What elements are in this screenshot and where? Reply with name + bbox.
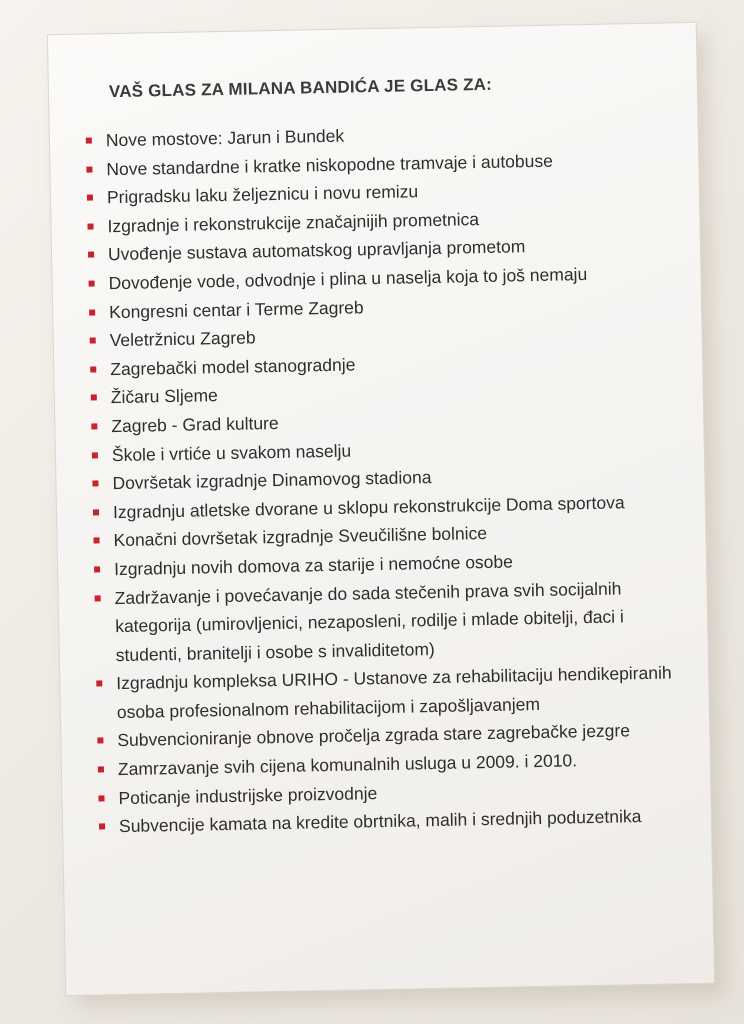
list-item-text: Uvođenje sustava automatskog upravljanja prometom (107, 236, 526, 265)
list-item-text: Subvencioniranje obnove pročelja zgrada stare zagrebačke jezgre (117, 720, 631, 751)
square-bullet-icon (89, 309, 95, 315)
square-bullet-icon (98, 766, 104, 772)
list-item-text: Nove mostove: Jarun i Bundek (105, 125, 345, 151)
square-bullet-icon (87, 223, 93, 229)
square-bullet-icon (98, 795, 104, 801)
square-bullet-icon (89, 280, 95, 286)
square-bullet-icon (86, 137, 92, 143)
square-bullet-icon (96, 681, 102, 687)
list-item-text: Zagreb - Grad kulture (111, 412, 279, 437)
list-item-text: Izgradnju novih domova za starije i nemoćne osobe (113, 551, 514, 580)
list-item-text: Konačni dovršetak izgradnje Sveučilišne bolnice (113, 523, 488, 551)
list-item-text: Kongresni centar i Terme Zagreb (108, 296, 364, 322)
list-item-text: Škole i vrtiće u svakom naselju (111, 440, 352, 465)
list-item-text: Poticanje industrijske proizvodnje (118, 782, 378, 808)
list-item-text: Nove standardne i kratke niskopodne tramvaje i autobuse (106, 150, 554, 179)
square-bullet-icon (88, 252, 94, 258)
square-bullet-icon (94, 566, 100, 572)
square-bullet-icon (94, 538, 100, 544)
list-item-text: Dovođenje vode, odvodnje i plina u naselja koja to još nemaju (108, 263, 588, 294)
list-item (94, 573, 686, 670)
list-item-text: Izgradnju atletske dvorane u sklopu rekonstrukcije Doma sportova (112, 492, 625, 522)
list-item-text: Subvencije kamata na kredite obrtnika, malih i srednjih poduzetnika (118, 806, 642, 837)
list-item-text: Izgradnju kompleksa URIHO - Ustanove za rehabilitaciju hendikepiranih osoba profesionalnom rehabilitacijom i zapošljavanjem (116, 662, 672, 722)
square-bullet-icon (91, 395, 97, 401)
list-item-text: Prigradsku laku željeznicu i novu remizu (106, 181, 419, 208)
list-item-text: Žičaru Sljeme (110, 385, 218, 408)
list-item-text: Veletržnicu Zagreb (109, 327, 256, 351)
list-item-text: Dovršetak izgradnje Dinamovog stadiona (112, 467, 432, 494)
square-bullet-icon (91, 423, 97, 429)
square-bullet-icon (92, 481, 98, 487)
list-item-text: Izgradnje i rekonstrukcije značajnijih prometnica (107, 208, 480, 236)
square-bullet-icon (95, 595, 101, 601)
list-item-text: Zagrebački model stanogradnje (110, 354, 356, 379)
square-bullet-icon (99, 824, 105, 830)
square-bullet-icon (90, 366, 96, 372)
list-item-text: Zamrzavanje svih cijena komunalnih usluga u 2009. i 2010. (117, 750, 578, 780)
card-heading: VAŠ GLAS ZA MILANA BANDIĆA JE GLAS ZA: (108, 74, 493, 102)
square-bullet-icon (90, 338, 96, 344)
square-bullet-icon (87, 195, 93, 201)
square-bullet-icon (97, 738, 103, 744)
square-bullet-icon (93, 509, 99, 515)
list-item-text: Zadržavanje i povećavanje do sada stečenih prava svih socijalnih kategorija (umirovljenici, nezaposleni, rodilje i mlade obitelji, đaci i studenti, branitelji i osobe s invaliditetom) (114, 577, 625, 665)
promise-list (86, 115, 690, 841)
square-bullet-icon (92, 452, 98, 458)
square-bullet-icon (86, 166, 92, 172)
campaign-card (47, 22, 715, 996)
